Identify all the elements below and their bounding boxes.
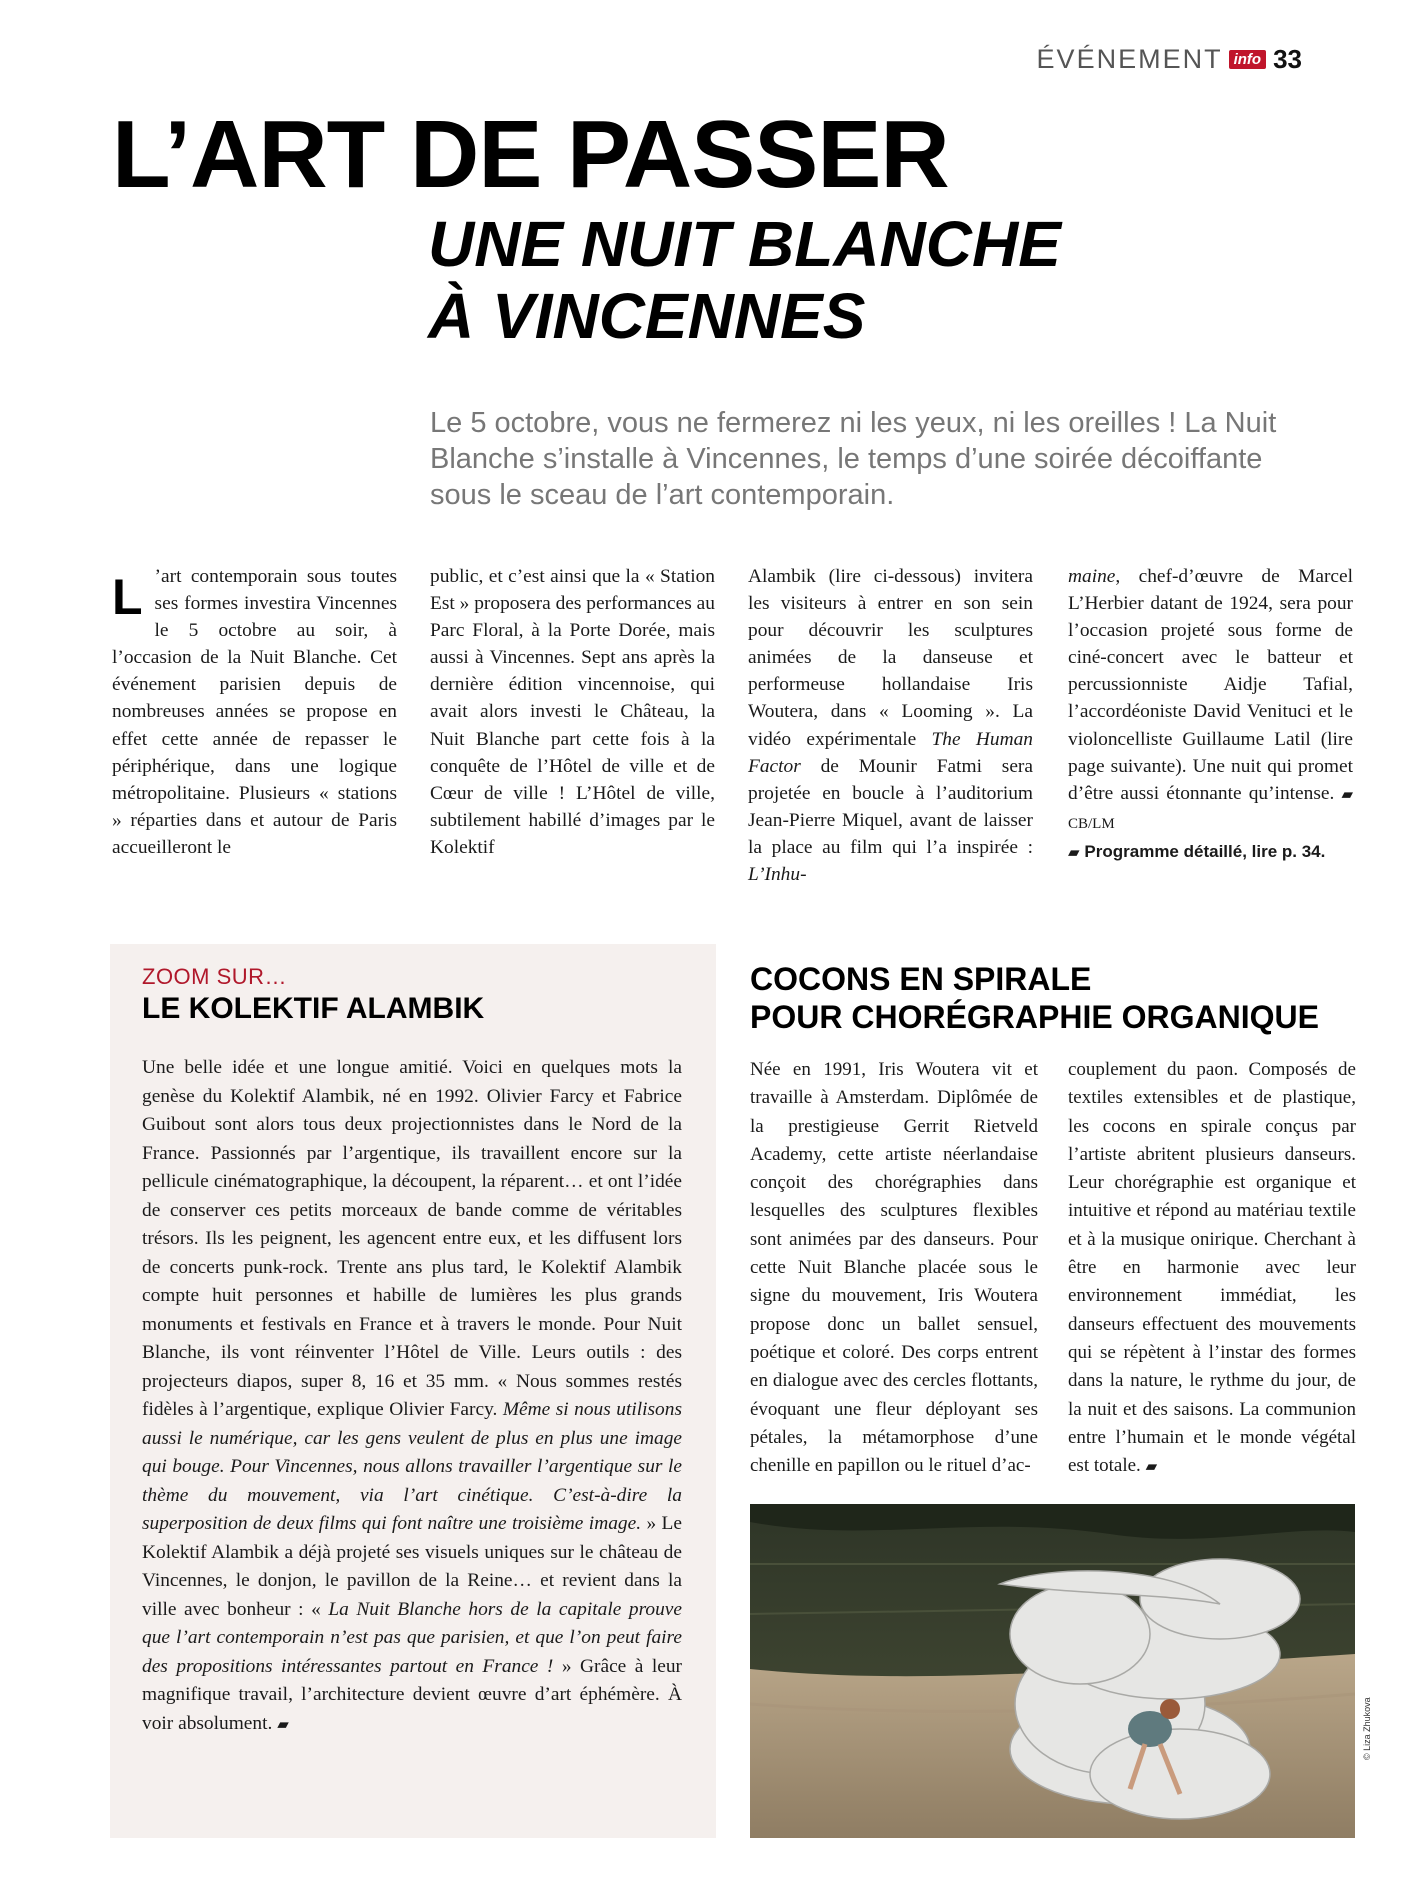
article-column-2 xyxy=(430,563,715,861)
end-mark-icon: ▰ xyxy=(1145,1459,1158,1476)
film-title-inhumaine-end: maine xyxy=(1068,566,1116,587)
article-text-4: , chef-d’œuvre de Marcel L’Herbier datant de 1924, sera pour l’occasion projeté sous forme de ciné-concert avec le batteur et percussionniste Aidje Tafial, l’accordéoniste David Venituci et le violoncelliste Guillaume Latil (lire page suivante). Une nuit qui promet d’être aussi étonnante qu’intense. xyxy=(1068,566,1353,804)
film-title-human-factor: The Human Factor xyxy=(748,728,1033,777)
cocons-title-line-1: COCONS EN SPIRALE xyxy=(750,961,1092,997)
cocons-title-line-2: POUR CHORÉGRAPHIE ORGANIQUE xyxy=(750,999,1319,1035)
subtitle-line-1: UNE NUIT BLANCHE xyxy=(428,208,1061,280)
cocons-title xyxy=(750,960,1370,1036)
zoom-quote-2: La Nuit Blanche hors de la capitale prouve que l’art contemporain n’est pas que parisien, et que l’on peut faire des propositions intéressantes partout en France ! xyxy=(142,1598,682,1677)
drop-cap: L xyxy=(112,569,143,625)
dancer-sculpture-photo xyxy=(750,1504,1355,1838)
zoom-text-3: » Grâce à leur magnifique travail, l’architecture devient œuvre d’art éphémère. À voir absolument. xyxy=(142,1655,682,1734)
chapo: Le 5 octobre, vous ne fermerez ni les yeux, ni les oreilles ! La Nuit Blanche s’installe à Vincennes, le temps d’une soirée décoiffante sous le sceau de l’art contemporain. xyxy=(430,407,1277,511)
cocons-column-2 xyxy=(1068,1056,1356,1481)
main-title: L’ART DE PASSER xyxy=(112,101,949,208)
article-text-2: public, et c’est ainsi que la « Station Est » proposera des performances au Parc Floral, à la Porte Dorée, mais aussi à Vincennes. Sept ans après la dernière édition vincennoise, qui avait alors investi le Château, la Nuit Blanche part cette fois à la conquête de l’Hôtel de ville et de Cœur de ville ! L’Hôtel de ville, subtilement habillé d’images par le Kolektif xyxy=(430,566,715,858)
photo-credit: © Liza Zhukova xyxy=(1362,1697,1372,1760)
author-signature: CB/LM xyxy=(1068,815,1115,832)
section-name: ÉVÉNEMENT xyxy=(1036,44,1223,74)
article-text-1: ’art contemporain sous toutes ses formes investira Vincennes le 5 octobre au soir, à l’occasion de la Nuit Blanche. Cet événement parisien depuis de nombreuses années se propose en effet cette année de repasser le périphérique, dans une logique métropolitaine. Plusieurs « stations » réparties dans et autour de Paris accueilleront le xyxy=(112,566,397,858)
zoom-body xyxy=(142,1054,682,1739)
cocons-column-1 xyxy=(750,1056,1038,1480)
zoom-text-1: Une belle idée et une longue amitié. Voici en quelques mots la genèse du Kolektif Alambik, né en 1992. Olivier Farcy et Fabrice Guibout sont alors tous deux projectionnistes dans le Nord de la France. Passionnés par l’argentique, ils travaillent encore sur la pellicule cinématographique, la découpent, la réparent… et ont l’idée de conserver ces petits morceaux de bande comme de véritables trésors. Ils les peignent, les agencent entre eux, et les diffusent lors de concerts punk-rock. Trente ans plus tard, le Kolektif Alambik compte huit personnes et habille de lumières les plus grands monuments et festivals en France et à travers le monde. Pour Nuit Blanche, ils vont réinventer l’Hôtel de Ville. Leurs outils : des projecteurs diapos, super 8, 16 et 35 mm. « Nous sommes restés fidèles à l’argentique, explique Olivier Farcy. xyxy=(142,1057,682,1420)
info-badge: info xyxy=(1229,50,1267,69)
page-number: 33 xyxy=(1273,44,1302,74)
zoom-title: LE KOLEKTIF ALAMBIK xyxy=(142,992,485,1025)
section-header xyxy=(1037,44,1302,75)
end-mark-icon: ▰ xyxy=(277,1716,289,1733)
article-column-1 xyxy=(112,563,397,861)
article-column-3 xyxy=(748,563,1033,888)
zoom-text-2: » Le Kolektif Alambik a déjà projeté ses visuels uniques sur le château de Vincennes, le donjon, le pavillon de la Reine… et revient dans la ville avec bonheur : « xyxy=(142,1513,682,1620)
article-text-3a: Alambik (lire ci-dessous) invitera les visiteurs à entrer en son sein pour découvrir les sculptures animées de la danseuse et performeuse hollandaise Iris Woutera, dans « Looming ». La vidéo expérimentale xyxy=(748,566,1033,750)
cocons-text-2: couplement du paon. Composés de textiles extensibles et de plastique, les cocons en spirale conçus par l’artiste abritent plusieurs danseurs. Leur chorégraphie est organique et intuitive et répond au matériau textile et à la musique onirique. Cherchant à être en harmonie avec leur environnement immédiat, les danseurs effectuent des mouvements qui se répètent à l’instar des formes dans la nature, le rythme du jour, de la nuit et des saisons. La communion entre l’humain et le monde végétal est totale. xyxy=(1068,1059,1356,1477)
programme-link: Programme détaillé, lire p. 34. xyxy=(1084,841,1326,861)
subtitle xyxy=(428,208,1228,352)
subtitle-line-2: À VINCENNES xyxy=(428,280,866,352)
end-mark-icon: ▰ xyxy=(1341,786,1353,803)
zoom-kicker: ZOOM SUR… xyxy=(142,964,288,989)
film-title-inhumaine-part: L’Inhu- xyxy=(748,864,807,886)
article-text-3b: de Mounir Fatmi sera projetée en boucle à l’auditorium Jean-Pierre Miquel, avant de laisser la place au film qui l’a inspirée : xyxy=(748,755,1033,858)
article-column-4 xyxy=(1068,563,1353,867)
zoom-quote-1: Même si nous utilisons aussi le numérique, car les gens veulent de plus en plus une image qui bouge. Pour Vincennes, nous allons travailler l’argentique sur le thème du mouvement, via l’art cinétique. C’est-à-dire la superposition de deux films qui font naître une troisième image. xyxy=(142,1399,682,1534)
cocons-text-1: Née en 1991, Iris Woutera vit et travaille à Amsterdam. Diplômée de la prestigieuse Gerrit Rietveld Academy, cette artiste néerlandaise conçoit des chorégraphies dans lesquelles des sculptures flexibles sont animées par des danseurs. Pour cette Nuit Blanche placée sous le signe du mouvement, Iris Woutera propose donc un ballet sensuel, poétique et coloré. Des corps entrent en dialogue avec des cercles flottants, évoquant une fleur déployant ses pétales, la métamorphose d’une chenille en papillon ou le rituel d’ac- xyxy=(750,1059,1038,1477)
arrow-mark-icon: ▰ xyxy=(1068,844,1080,861)
